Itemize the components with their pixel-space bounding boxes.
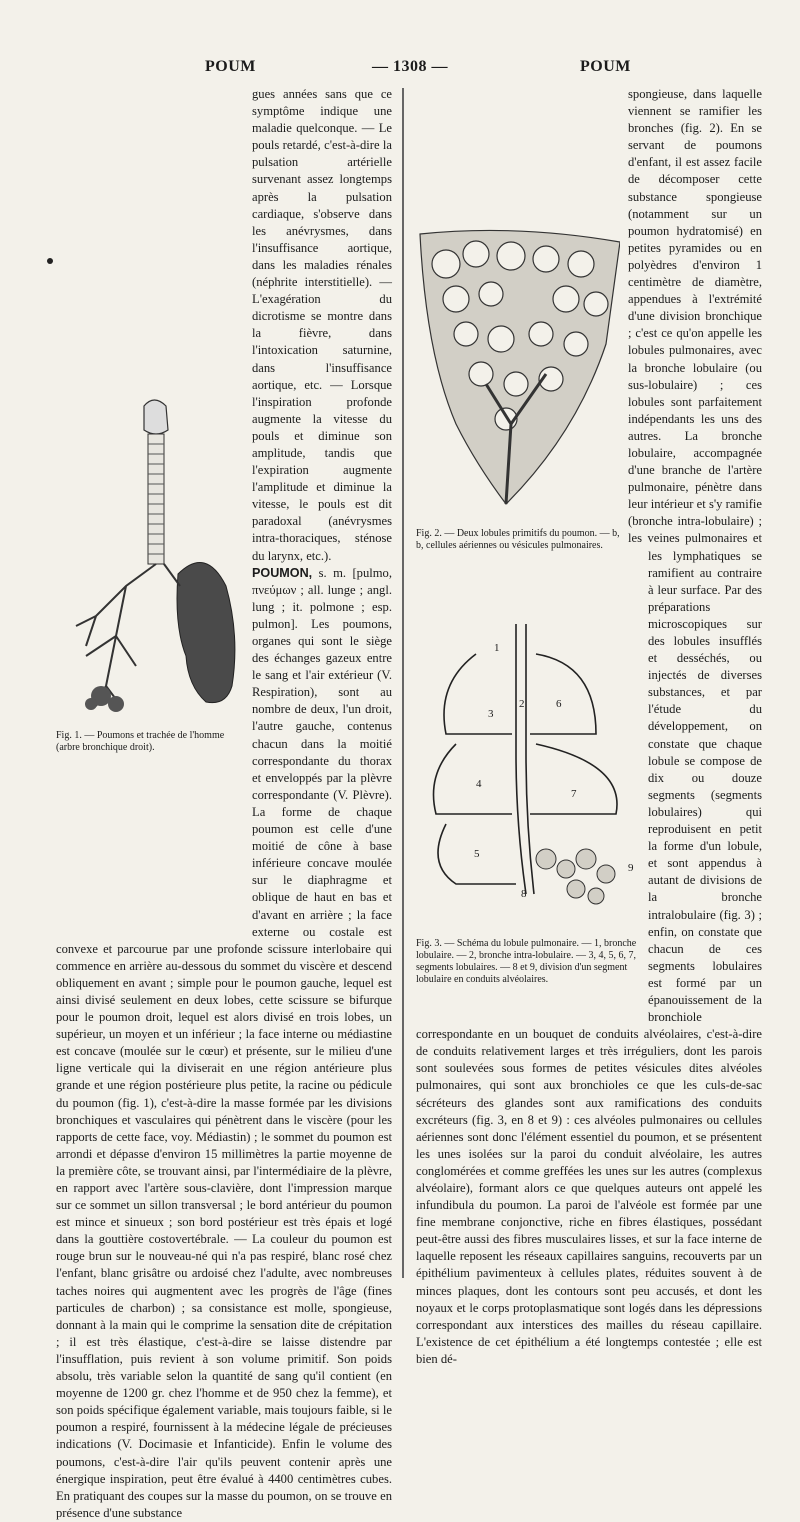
- lobules-illustration: [416, 224, 620, 514]
- fig3-label: 7: [571, 788, 577, 800]
- fig3-label: 9: [628, 862, 634, 874]
- right-column: [416, 86, 762, 1368]
- left-column: [56, 86, 392, 1522]
- running-header: [0, 58, 800, 82]
- figure-2: [416, 224, 622, 564]
- lungs-trachea-illustration: [56, 386, 242, 716]
- page-number: — 1308 —: [372, 58, 448, 75]
- fig3-caption: Fig. 3. — Schéma du lobule pulmonaire. — 1, bronche lobulaire. — 2, bronche intra-lobulaire. — 3, 4, 5, 6, 7, segments lobulaires. — 8 et 9, division d'un segment lobulaire en conduits alvéolaires.: [416, 938, 637, 985]
- column-rule: [402, 88, 404, 1278]
- figure-3: [416, 624, 642, 1024]
- margin-dot: [47, 258, 53, 264]
- fig3-label: 8: [521, 888, 527, 900]
- fig3-label: 3: [488, 708, 494, 720]
- header-left: POUM: [205, 58, 256, 75]
- fig3-label: 1: [494, 642, 500, 654]
- header-right: POUM: [580, 58, 631, 75]
- paragraph-pouls: gues années sans que ce symptôme indique une maladie quelconque. — Le pouls retardé, c'est-à-dire la pulsation artérielle survenant assez longtemps après la pulsation cardiaque, s'observe dans les anévrysmes, dans l'insuffisance aortique, dans les maladies rénales (néphrite interstitielle). — L'exagération du dicrotisme se montre dans la fièvre, dans l'intoxication saturnine, dans l'insuffisance aortique, etc. — Lorsque l'inspiration profonde augmente la vitesse du pouls et diminue son amplitude, tandis que l'expiration augmente l'amplitude et diminue la vitesse, le pouls est dit paradoxal (anévrysmes intra-thoraciques, sténose du larynx, etc.).: [252, 87, 392, 563]
- fig3-label: 6: [556, 698, 562, 710]
- fig1-caption: Fig. 1. — Poumons et trachée de l'homme (arbre bronchique droit).: [56, 730, 225, 753]
- fig3-label: 4: [476, 778, 482, 790]
- lobule-schema-diagram: [416, 624, 640, 924]
- headword-poumon: POUMON,: [252, 565, 313, 580]
- fig3-label: 2: [519, 698, 525, 710]
- fig3-label: 5: [474, 848, 480, 860]
- paragraph-substance: spongieuse, dans laquelle viennent se ramifier les bronches (fig. 2). En se servant de poumons d'enfant, il est assez facile de décomposer cette substance spongieuse (notamment sur un poumon hydratomisé) en petites pyramides ou en polyèdres d'environ 1 centimètre de diamètre, appendues à l'extrémité d'une division bronchique ; c'est ce qu'on appelle les lobules pulmonaires, avec la bronche lobulaire (ou sus-lobulaire) ; ces lobules sont parfaitement indépendants les uns des autres. La bronche lobulaire, accompagnée d'une branche de l'artère pulmonaire, pénètre dans leur intérieur et s'y ramifie (bronche intra-lobulaire) ; les veines pulmonaires et les lymphatiques se ramifient au contraire à leur surface. Par des préparations microscopiques sur des lobules insufflés et desséchés, ou injectés de diverses substances, et par l'étude du développement, on constate que chaque lobule se compose de dix ou douze segments (segments lobulaires) qui reproduisent en petit la forme d'un lobule, et sont appendus à autant de divisions de la bronche intralobulaire (fig. 3) ; enfin, on constate que chacun de ces segments lobulaires est formé par un épanouissement de la bronchiole correspondante en un bouquet de conduits alvéolaires, c'est-à-dire de conduits relativement larges et très irréguliers, dont les parois sont soulevées sous formes de petites vésicules dites alvéoles pulmonaires, qui sont aux bronchioles ce que les culs-de-sac sécréteurs des glandes sont aux ramifications des conduits excréteurs (fig. 3, en 8 et 9) : ces alvéoles pulmonaires ou cellules aériennes sont donc l'élément essentiel du poumon, et se présentent les unes isolées sur la paroi du conduit alvéolaire, les autres conglomérées et comme greffées les unes sur les autres (complexus alvéolaire), formant alors ce que quelques auteurs ont appelé les infundibula du poumon. La paroi de l'alvéole est formée par une fine membrane conjonctive, riche en fibres élastiques, possédant peut-être aussi des fibres musculaires lisses, et sur la face interne de laquelle reposent les réseaux capillaires sanguins, recouverts par un épithélium pavimenteux à cellules plates, réduites souvent à de minces plaques, dont les contours sont peu accusés, et dont les noyaux et le corps protoplasmatique sont logés dans les dépressions correspondant aux interstices des mailles du réseau capillaire. L'existence de cet épithélium a été longtemps contestée ; elle est bien dé-: [416, 87, 762, 1366]
- figure-1: [56, 386, 246, 926]
- poumon-body: s. m. [pulmo, πνεύμων ; all. lunge ; angl. lung ; it. polmone ; esp. pulmon]. Les poumons, organes qui sont le siège des échanges gazeux entre le sang et l'air extérieur (V. Respiration), sont au nombre de deux, l'un droit, l'autre gauche, contenus chacun dans la moitié correspondante du thorax et enveloppés par la plèvre correspondante (V. Plèvre). La forme de chaque poumon est celle d'une moitié de cône à base inférieure concave moulée sur le diaphragme et oblique de haut en bas et d'avant en arrière ; la face externe ou costale est convexe et parcourue par une profonde scissure interlobaire qui commence en arrière au-dessous du sommet du viscère et descend obliquement en avant ; simple pour le poumon gauche, lequel est ainsi divisé seulement en deux lobes, cette scissure se bifurque pour le poumon droit, lequel est alors divisé en trois lobes, un supérieur, un moyen et un inférieur ; la face interne ou médiastine est concave (moulée sur le cœur) et présente, sur le milieu d'une ligne verticale qui la diviserait en une région antérieure plus grande et une région postérieure plus petite, la racine ou pédicule du poumon (fig. 1), c'est-à-dire la masse formée par les divisions bronchiques et vasculaires qui pénètrent dans le viscère (pour les rapports de cette face, voy. Médiastin) ; le sommet du poumon est arrondi et dépasse d'environ 15 millimètres la partie moyenne de la première côte, se trouvant ainsi, par l'intermédiaire de la plèvre, en rapport avec l'artère sous-clavière, dont l'impression marque sur ce sommet un sillon transversal ; le bord antérieur du poumon est mince et sinueux ; son bord postérieur est très épais et logé dans la gouttière costovertébrale. — La couleur du poumon est rouge brun sur le nouveau-né qui n'a pas respiré, blanc rosé chez l'enfant, blanc grisâtre ou ardoisé chez l'adulte, avec nombreuses taches noires qui augmentent avec les progrès de l'âge (fines particules de charbon) ; sa consistance est molle, spongieuse, donnant à la main qui le comprime la sensation dite de crépitation ; il est très élastique, c'est-à-dire se laisse distendre par l'insufflation, puis revient à son volume primitif. Son poids absolu, très variable selon la quantité de sang qu'il contient (en moyenne de 1200 gr. chez l'homme et de 950 chez la femme), et son poids spécifique également variable, mais toujours faible, si le poumon a respiré, fournissent à la médecine légale de précieuses indications (V. Docimasie et Infanticide). Enfin le volume des poumons, c'est-à-dire l'air qu'ils peuvent contenir après une énergique inspiration, peut être évalué à 4400 centimètres cubes. En pratiquant des coupes sur la masse du poumon, on se trouve en présence d'une substance: [56, 565, 392, 1520]
- fig2-caption: Fig. 2. — Deux lobules primitifs du poumon. — b, b, cellules aériennes ou vésicules pulmonaires.: [416, 528, 620, 551]
